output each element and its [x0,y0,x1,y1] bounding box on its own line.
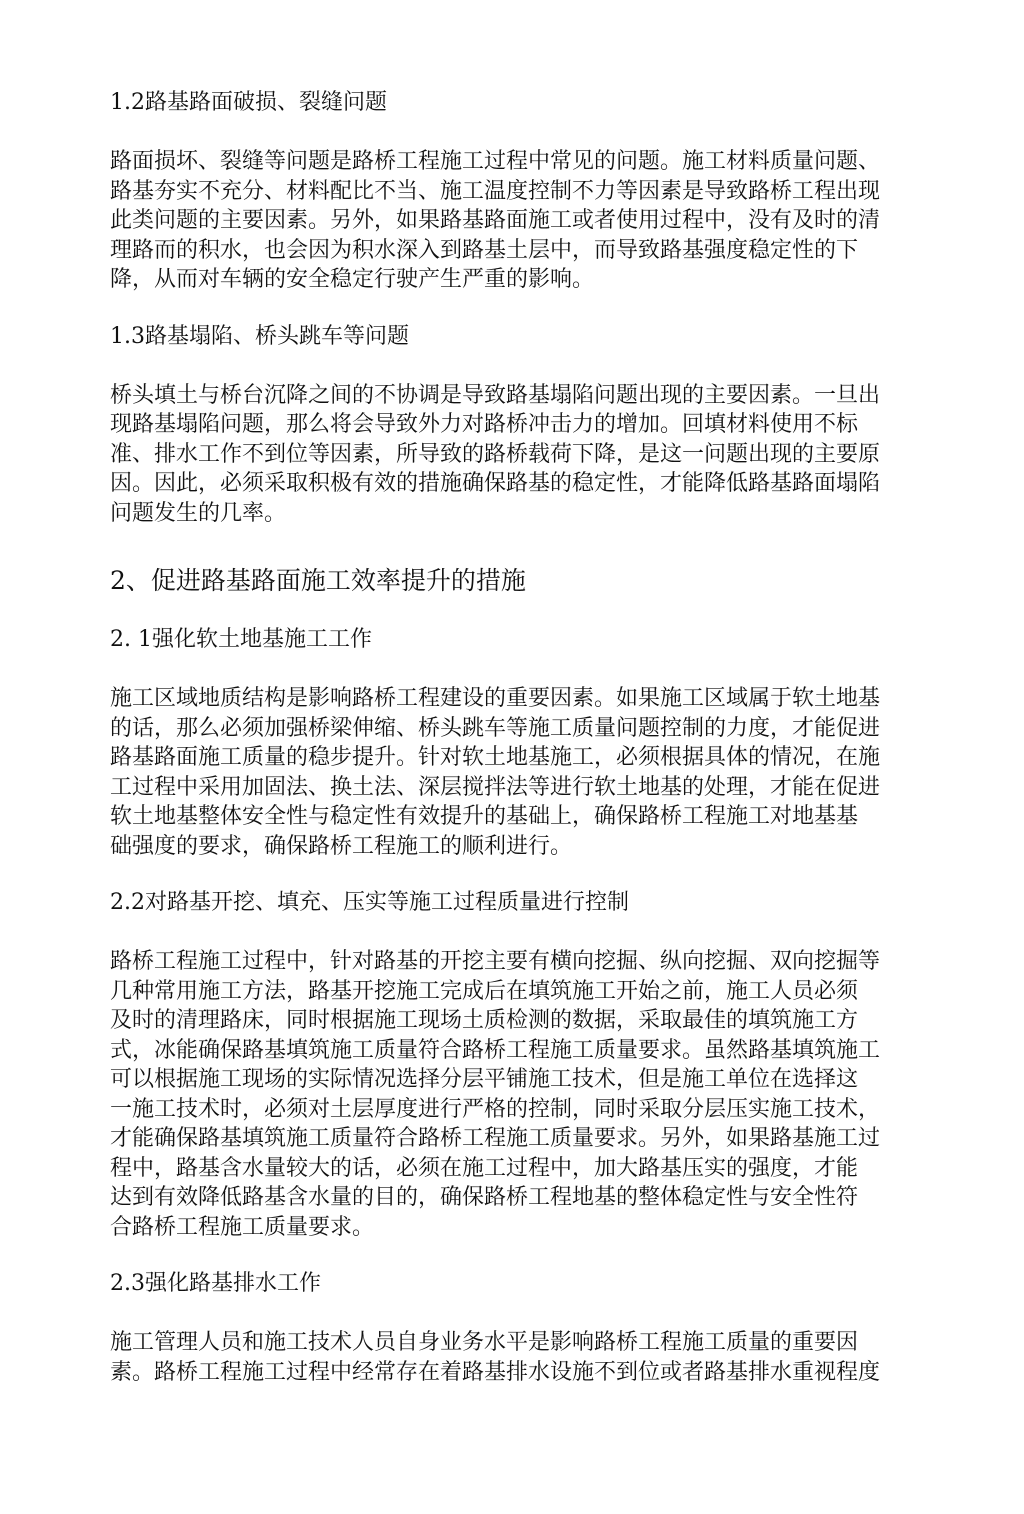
document-page [110,88,890,1387]
paragraph-line: 理路而的积水，也会因为积水深入到路基土层中，而导致路基强度稳定性的下 [110,237,859,263]
paragraph-line: 路基夯实不充分、材料配比不当、施工温度控制不力等因素是导致路桥工程出现 [110,178,881,204]
paragraph-2-1 [110,684,890,861]
paragraph-1-2 [110,147,890,295]
paragraph-line: 可以根据施工现场的实际情况选择分层平铺施工技术，但是施工单位在选择这 [110,1067,859,1092]
paragraph-line: 现路基塌陷问题，那么将会导致外力对路桥冲击力的增加。回填材料使用不标 [110,412,859,437]
paragraph-line: 路基路面施工质量的稳步提升。针对软土地基施工，必须根据具体的情况，在施 [110,745,881,770]
paragraph-line: 合路桥工程施工质量要求。 [110,1214,375,1240]
paragraph-line: 素。路桥工程施工过程中经常存在着路基排水设施不到位或者路基排水重视程度 [110,1359,881,1385]
section-heading-2-2: 2.2对路基开挖、填充、压实等施工过程质量进行控制 [110,890,629,915]
paragraph-line: 此类问题的主要因素。另外，如果路基路面施工或者使用过程中，没有及时的清 [110,208,881,233]
paragraph-line: 问题发生的几率。 [110,500,287,526]
paragraph-line: 软土地基整体安全性与稳定性有效提升的基础上，确保路桥工程施工对地基基 [110,804,859,829]
paragraph-2-2 [110,947,890,1242]
paragraph-line: 一施工技术时，必须对土层厚度进行严格的控制，同时采取分层压实施工技术， [110,1096,881,1122]
section-heading-2-1: 2. 1强化软土地基施工工作 [110,627,372,652]
paragraph-line: 路面损坏、裂缝等问题是路桥工程施工过程中常见的问题。施工材料质量问题、 [110,149,881,174]
paragraph-line: 及时的清理路床，同时根据施工现场土质检测的数据，采取最佳的填筑施工方 [110,1008,859,1033]
paragraph-line: 础强度的要求，确保路桥工程施工的顺利进行。 [110,833,573,859]
paragraph-line: 路桥工程施工过程中，针对路基的开挖主要有横向挖掘、纵向挖掘、双向挖掘等 [110,949,881,974]
section-heading-2-3: 2.3强化路基排水工作 [110,1271,321,1296]
paragraph-line: 式，冰能确保路基填筑施工质量符合路桥工程施工质量要求。虽然路基填筑施工 [110,1037,881,1063]
paragraph-line: 工过程中采用加固法、换土法、深层搅拌法等进行软土地基的处理，才能在促进 [110,774,881,800]
paragraph-line: 因。因此，必须采取积极有效的措施确保路基的稳定性，才能降低路基路面塌陷 [110,471,881,496]
paragraph-line: 准、排水工作不到位等因素，所导致的路桥载荷下降，是这一问题出现的主要原 [110,441,881,467]
paragraph-line: 达到有效降低路基含水量的目的，确保路桥工程地基的整体稳定性与安全性符 [110,1185,859,1210]
section-heading-1-3: 1.3路基塌陷、桥头跳车等问题 [110,323,409,349]
paragraph-line: 施工管理人员和施工技术人员自身业务水平是影响路桥工程施工质量的重要因 [110,1330,859,1355]
paragraph-line: 桥头填土与桥台沉降之间的不协调是导致路基塌陷问题出现的主要因素。一旦出 [110,382,881,408]
paragraph-2-3 [110,1328,890,1387]
paragraph-line: 的话，那么必须加强桥梁伸缩、桥头跳车等施工质量问题控制的力度，才能促进 [110,715,881,741]
paragraph-line: 几种常用施工方法，路基开挖施工完成后在填筑施工开始之前，施工人员必须 [110,978,859,1004]
paragraph-line: 才能确保路基填筑施工质量符合路桥工程施工质量要求。另外，如果路基施工过 [110,1126,881,1151]
paragraph-line: 施工区域地质结构是影响路桥工程建设的重要因素。如果施工区域属于软土地基 [110,686,881,711]
paragraph-line: 程中，路基含水量较大的话，必须在施工过程中，加大路基压实的强度，才能 [110,1155,859,1181]
paragraph-line: 降，从而对车辆的安全稳定行驶产生严重的影响。 [110,267,595,292]
section-heading-1-2: 1.2路基路面破损、裂缝问题 [110,90,387,115]
chapter-heading-2: 2、促进路基路面施工效率提升的措施 [110,566,526,595]
paragraph-1-3 [110,381,890,529]
